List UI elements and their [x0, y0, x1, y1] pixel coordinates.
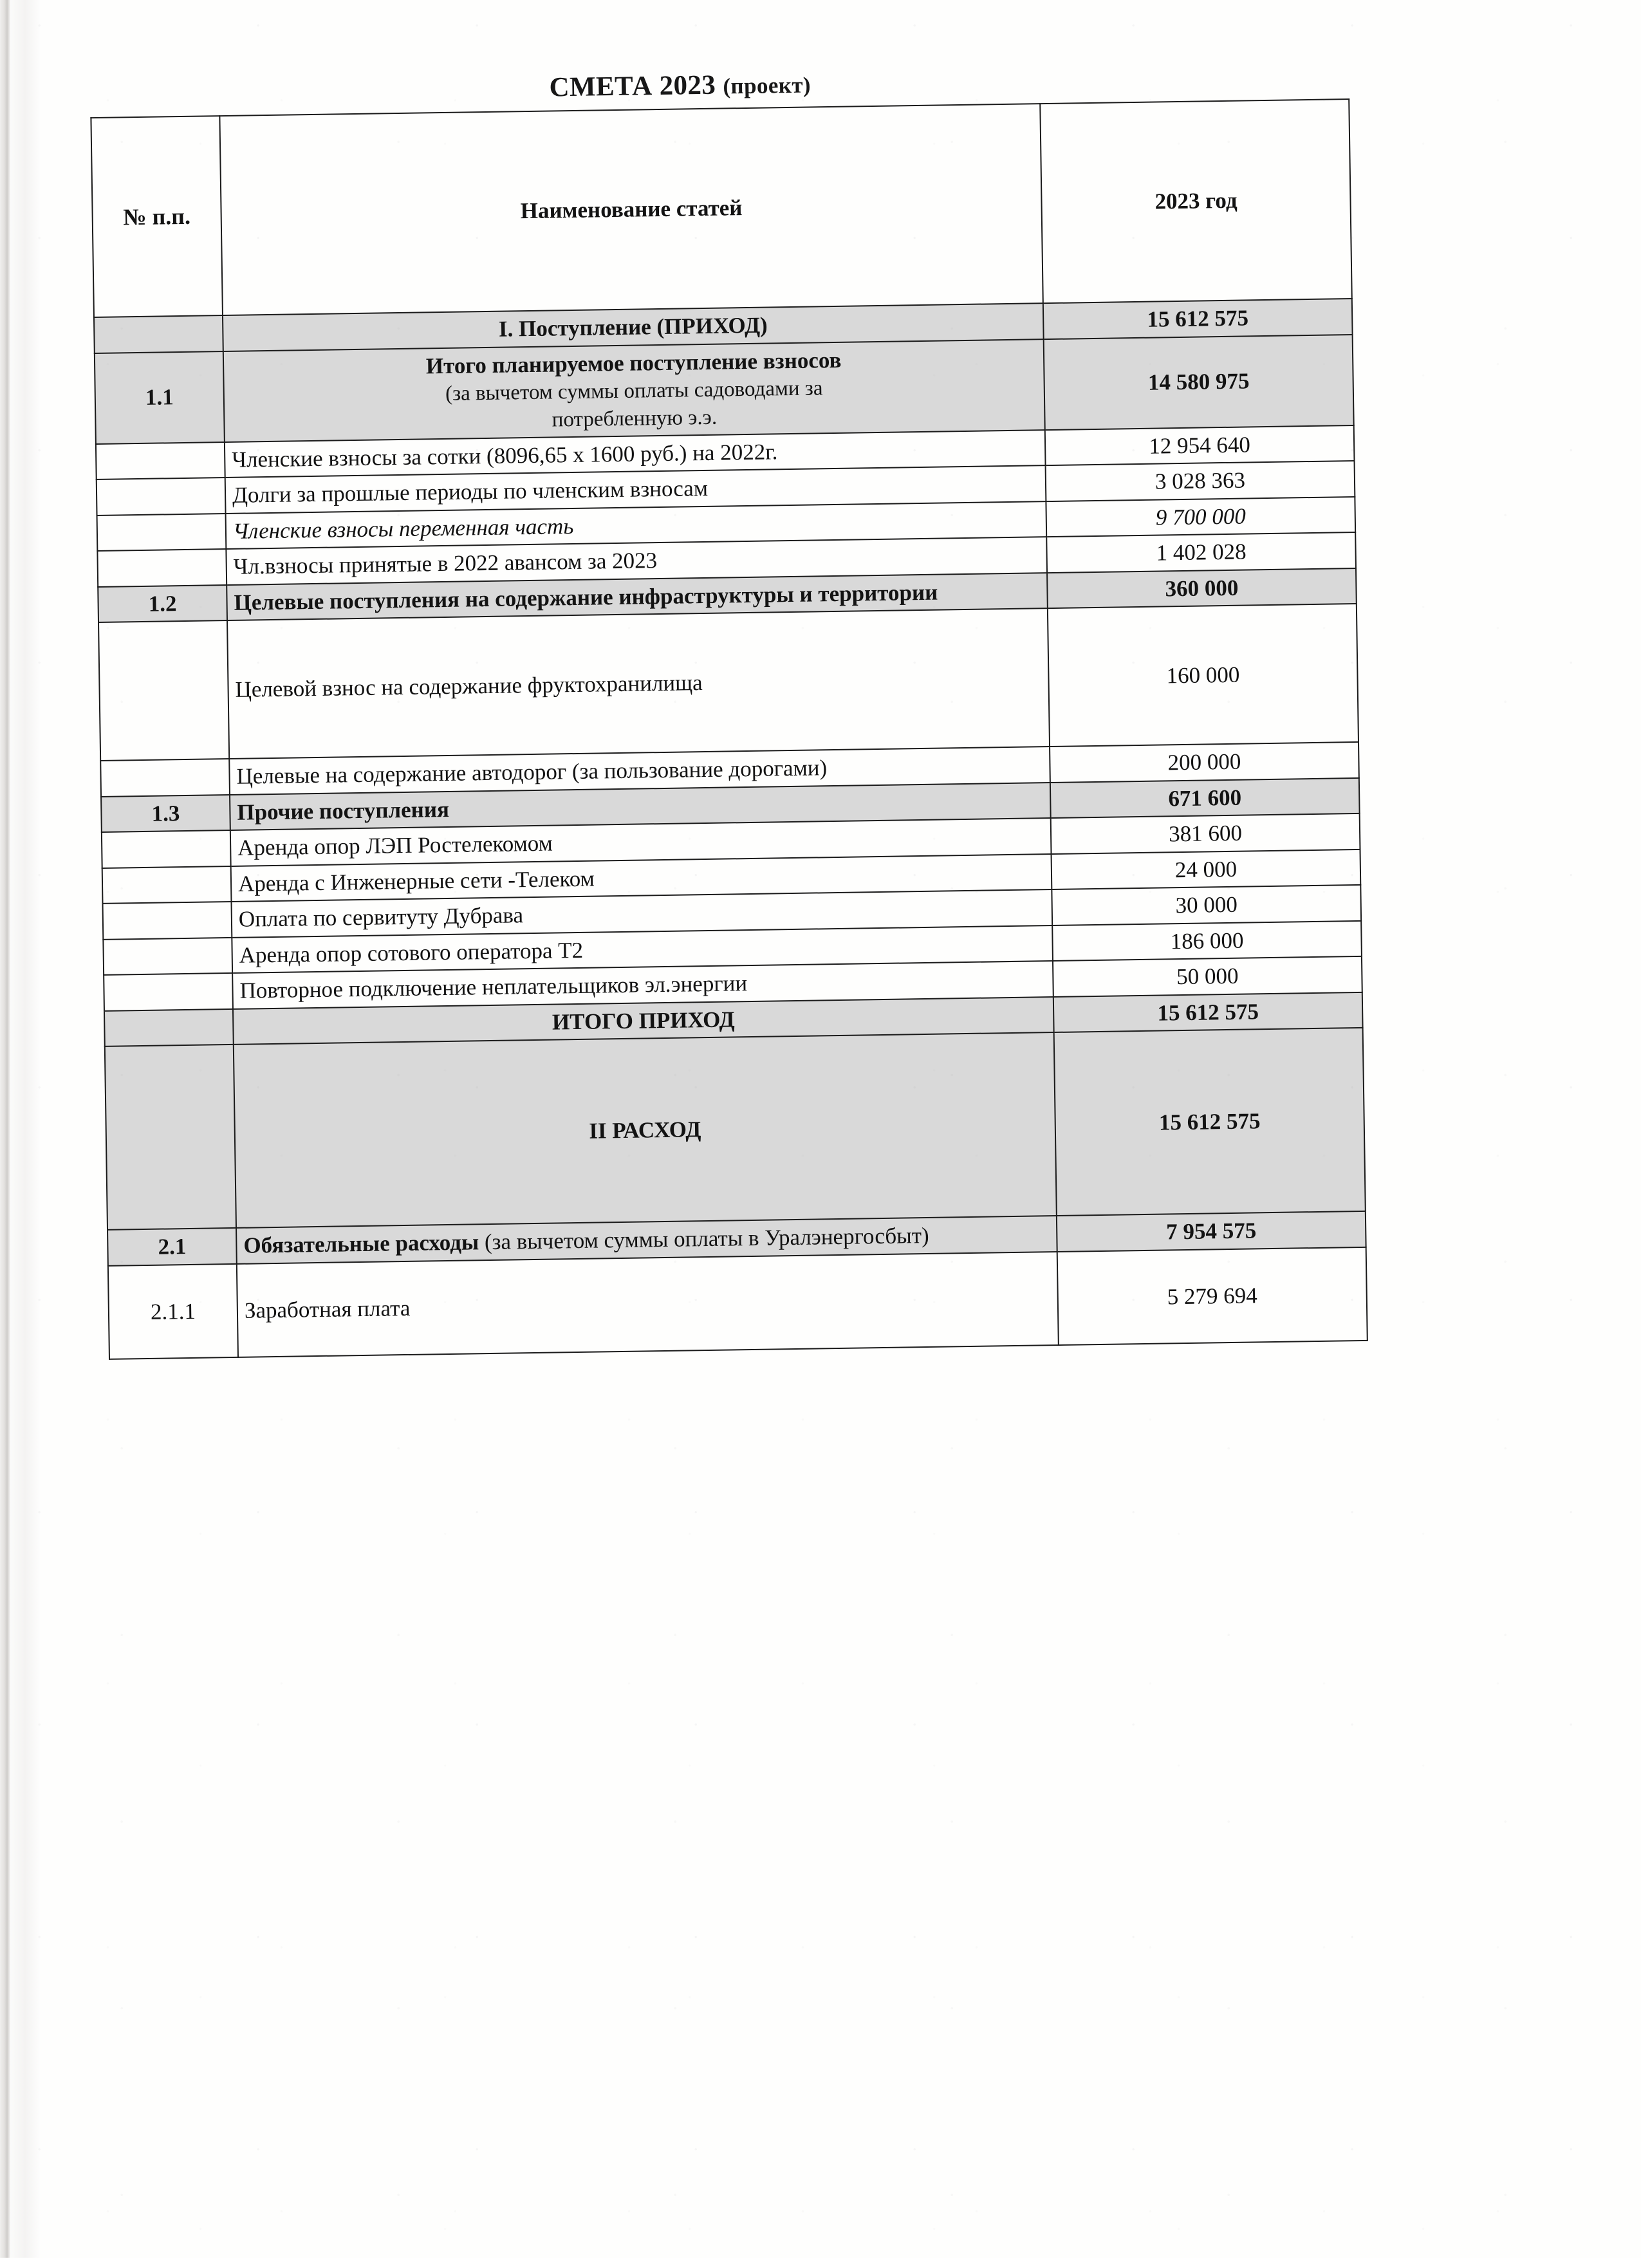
row-value: 5 279 694	[1057, 1247, 1368, 1345]
row-name: Оплата по сервитуту Дубрава	[231, 889, 1052, 937]
row-value: 200 000	[1050, 742, 1359, 783]
row-number	[105, 1045, 236, 1230]
table-row	[108, 1247, 1368, 1359]
row-name: Чл.взносы принятые в 2022 авансом за 2023	[226, 537, 1047, 584]
row-number	[104, 973, 233, 1010]
document-title-main: СМЕТА 2023	[549, 70, 716, 103]
row-name-bold-part: Обязательные расходы	[243, 1229, 479, 1259]
header-cell-number: № п.п.	[91, 116, 223, 317]
row-name: Целевой взнос на содержание фруктохранилища	[227, 608, 1050, 759]
row-name: Аренда опор сотового оператора Т2	[232, 925, 1053, 973]
header-cell-value: 2023 год	[1040, 99, 1352, 303]
table-row	[105, 1028, 1366, 1230]
row-name: Членские взносы за сотки (8096,65 x 1600 руб.) на 2022г.	[225, 430, 1046, 478]
row-number: 1.2	[98, 585, 227, 622]
row-value: 7 954 575	[1057, 1211, 1366, 1252]
row-value: 186 000	[1052, 921, 1362, 962]
row-name: Прочие поступления	[230, 783, 1051, 830]
row-value: 15 612 575	[1054, 1028, 1366, 1216]
row-value: 14 580 975	[1044, 335, 1354, 430]
budget-table-container	[90, 98, 1366, 1360]
row-value: 671 600	[1050, 778, 1360, 819]
row-name: Заработная плата	[237, 1252, 1059, 1357]
row-number	[103, 902, 232, 939]
row-value: 160 000	[1048, 604, 1358, 747]
row-number	[97, 478, 226, 515]
row-value: 12 954 640	[1045, 425, 1355, 466]
row-number	[98, 620, 229, 761]
row-number: 1.3	[101, 795, 230, 832]
row-number	[94, 315, 223, 353]
row-name: Целевые поступления на содержание инфраструктуры и территории	[227, 573, 1048, 620]
table-header-row	[91, 99, 1351, 317]
row-value: 1 402 028	[1046, 532, 1356, 573]
row-number	[97, 514, 227, 551]
row-number: 1.1	[95, 351, 225, 444]
row-value: 381 600	[1051, 813, 1360, 854]
row-number	[103, 938, 232, 975]
row-name-plain-part: (за вычетом суммы оплаты в Уралэнергосбыт)	[478, 1223, 929, 1255]
row-number	[102, 866, 232, 904]
row-value: 15 612 575	[1053, 992, 1363, 1033]
row-value: 24 000	[1052, 850, 1361, 890]
row-name: II РАСХОД	[234, 1032, 1057, 1228]
row-number: 2.1	[107, 1228, 237, 1265]
row-number	[104, 1009, 234, 1046]
row-name-line-2: (за вычетом суммы оплаты садоводами за	[445, 376, 823, 405]
row-number	[97, 549, 227, 586]
row-name: Повторное подключение неплательщиков эл.энергии	[232, 961, 1053, 1009]
row-name: Аренда опор ЛЭП Ростелекомом	[230, 818, 1052, 866]
row-number: 2.1.1	[108, 1264, 238, 1359]
row-name-line-3: потребленную э.э.	[552, 405, 718, 432]
row-name: Целевые на содержание автодорог (за пользование дорогами)	[229, 747, 1050, 794]
row-number	[102, 830, 231, 868]
row-name: I. Поступление (ПРИХОД)	[223, 303, 1044, 351]
table-row	[98, 604, 1358, 761]
row-value: 9 700 000	[1046, 497, 1355, 537]
row-name	[223, 339, 1045, 442]
header-cell-name: Наименование статей	[219, 104, 1043, 315]
row-name-line-1: Итого планируемое поступление взносов	[425, 347, 842, 378]
row-name: Членские взносы переменная часть	[226, 501, 1047, 549]
row-name: Аренда с Инженерные сети -Телеком	[231, 854, 1052, 902]
row-name: Долги за прошлые периоды по членским взносам	[225, 465, 1046, 513]
document-title	[197, 62, 1163, 108]
row-value: 50 000	[1053, 956, 1362, 997]
row-name: ИТОГО ПРИХОД	[233, 997, 1054, 1045]
budget-table	[90, 98, 1368, 1360]
row-number	[96, 442, 225, 479]
document-title-sub: (проект)	[723, 72, 811, 99]
row-value: 3 028 363	[1046, 461, 1355, 501]
row-value: 30 000	[1052, 885, 1361, 925]
row-value: 15 612 575	[1043, 299, 1353, 339]
row-number	[100, 759, 230, 796]
row-value: 360 000	[1047, 568, 1357, 609]
